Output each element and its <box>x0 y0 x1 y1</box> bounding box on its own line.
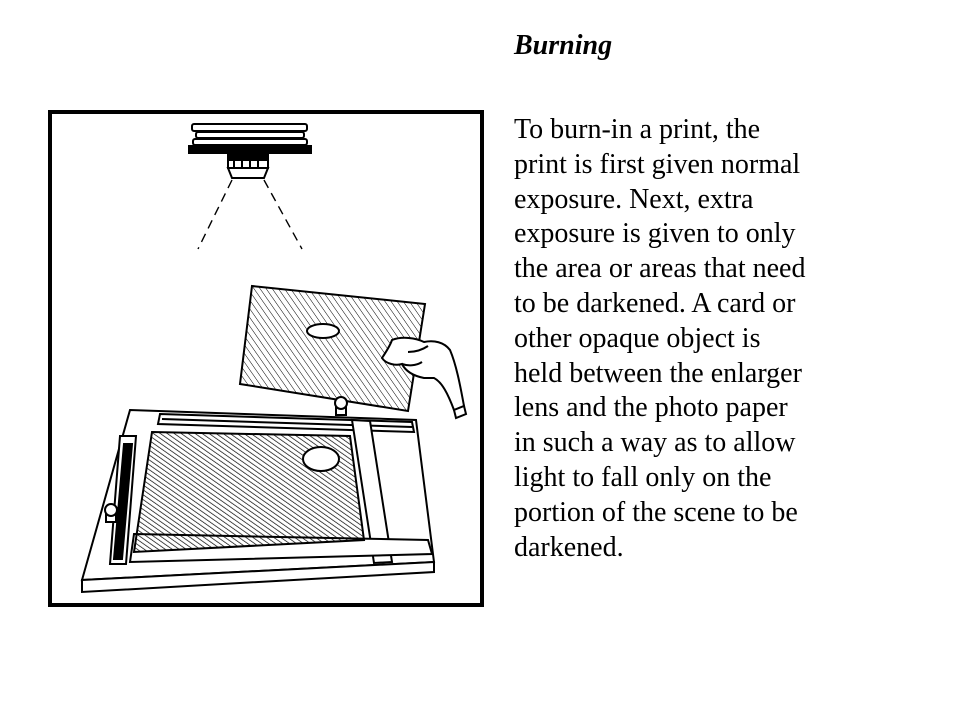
body-line: portion of the scene to be <box>514 496 798 528</box>
body-line: other opaque object is <box>514 322 761 354</box>
body-line: lens and the photo paper <box>514 392 788 424</box>
light-beam <box>198 180 302 249</box>
burning-illustration <box>52 114 480 603</box>
body-line: in such a way as to allow <box>514 427 796 459</box>
body-line: print is first given normal <box>514 148 801 180</box>
body-line: held between the enlarger <box>514 357 802 389</box>
body-line: exposure. Next, extra <box>514 183 754 215</box>
body-text <box>514 113 934 565</box>
body-line: To burn-in a print, the <box>514 114 761 145</box>
body-line: to be darkened. A card or <box>514 287 796 319</box>
enlarger-head <box>189 124 311 178</box>
photo-paper <box>134 432 364 552</box>
illustration-frame <box>48 110 484 607</box>
body-line: the area or areas that need <box>514 253 806 285</box>
body-line: darkened. <box>514 531 624 563</box>
body-line: exposure is given to only <box>514 218 796 250</box>
body-line: light to fall only on the <box>514 461 772 493</box>
slide-title: Burning <box>514 30 613 61</box>
